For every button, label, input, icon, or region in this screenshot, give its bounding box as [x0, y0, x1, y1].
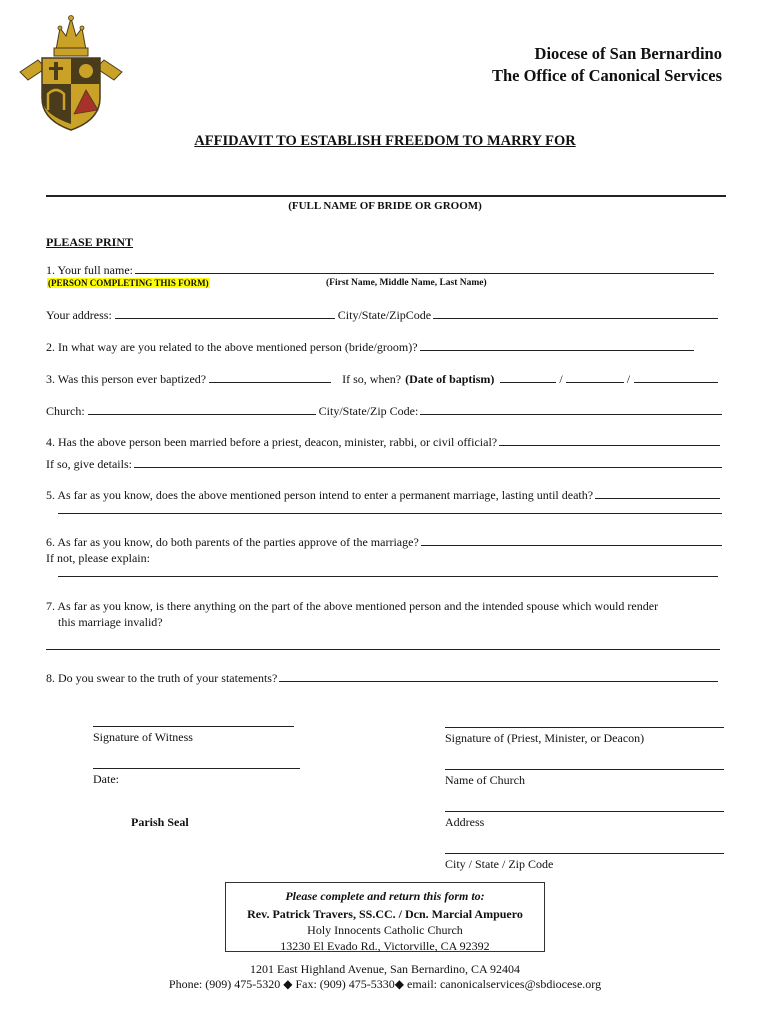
address-row — [46, 308, 718, 323]
full-name-caption: (FULL NAME OF BRIDE OR GROOM) — [288, 200, 482, 212]
church-name-line[interactable] — [445, 769, 724, 770]
q5-row — [46, 488, 720, 503]
priest-signature-label: Signature of (Priest, Minister, or Deacon) — [445, 731, 645, 745]
q6-explain-line[interactable] — [58, 576, 718, 577]
church-address-line[interactable] — [445, 811, 724, 812]
baptism-year-field[interactable] — [634, 372, 718, 383]
q3-when-label: If so, when? — [342, 372, 402, 386]
date-slash-2: / — [626, 372, 631, 386]
church-address-label: Address — [445, 815, 485, 829]
q5-label: 5. As far as you know, does the above mentioned person intend to enter a permanent marriage, lasting until death? — [46, 488, 594, 502]
q8-label: 8. Do you swear to the truth of your statements? — [46, 671, 278, 685]
q6-row — [46, 535, 722, 550]
q6-label: 6. As far as you know, do both parents of the parties approve of the marriage? — [46, 535, 419, 549]
church-city-line[interactable] — [445, 853, 724, 854]
return-heading: Please complete and return this form to: — [285, 889, 485, 903]
return-address: 13230 El Evado Rd., Victorville, CA 92392 — [280, 939, 490, 953]
bride-groom-name-line[interactable] — [46, 195, 726, 197]
church-city-state-zip-label: City / State / Zip Code — [445, 857, 554, 871]
q8-row — [46, 671, 718, 686]
q2-label: 2. In what way are you related to the above mentioned person (bride/groom)? — [46, 340, 418, 354]
address-field[interactable] — [115, 308, 335, 319]
parish-seal-label: Parish Seal — [131, 815, 189, 829]
q6-explain-label: If not, please explain: — [46, 551, 150, 565]
witness-signature-label: Signature of Witness — [93, 730, 193, 744]
q3-label: 3. Was this person ever baptized? — [46, 372, 207, 386]
q7-label-line2: this marriage invalid? — [58, 615, 163, 629]
witness-signature-line[interactable] — [93, 726, 294, 727]
return-recipients: Rev. Patrick Travers, SS.CC. / Dcn. Marcial Ampuero — [247, 907, 523, 921]
full-name-field[interactable] — [135, 263, 714, 274]
relationship-field[interactable] — [420, 340, 694, 351]
church-field[interactable] — [88, 404, 316, 415]
church-name-label: Name of Church — [445, 773, 525, 787]
please-print-label: PLEASE PRINT — [46, 235, 134, 249]
q1-label: 1. Your full name: — [46, 263, 133, 277]
q1-row — [46, 263, 714, 278]
q3-row — [46, 372, 718, 387]
q4-row — [46, 435, 720, 450]
baptism-day-field[interactable] — [566, 372, 624, 383]
date-slash-1: / — [559, 372, 563, 386]
q4-details-row — [46, 457, 722, 472]
person-completing-note: (PERSON COMPLETING THIS FORM) — [48, 278, 209, 288]
church-label: Church: — [46, 404, 85, 418]
return-church: Holy Innocents Catholic Church — [307, 923, 463, 937]
q4-label: 4. Has the above person been married before a priest, deacon, minister, rabbi, or civil official? — [46, 435, 498, 449]
footer-address: 1201 East Highland Avenue, San Bernardino, CA 92404 — [249, 962, 521, 976]
return-instructions-box — [225, 882, 545, 952]
footer-contact: Phone: (909) 475-5320 ◆ Fax: (909) 475-5330◆ email: canonicalservices@sbdiocese.org — [168, 977, 602, 991]
q5-extra-line[interactable] — [58, 513, 722, 514]
permanent-marriage-field[interactable] — [595, 488, 720, 499]
church-row — [46, 404, 722, 419]
date-label: Date: — [93, 772, 119, 786]
address-label: Your address: — [46, 308, 112, 322]
married-before-field[interactable] — [499, 435, 720, 446]
date-line[interactable] — [93, 768, 300, 769]
q7-answer-line[interactable] — [46, 649, 720, 650]
q2-row — [46, 340, 694, 355]
diocese-name: Diocese of San Bernardino — [534, 44, 722, 63]
church-city-field[interactable] — [420, 404, 722, 415]
form-title: AFFIDAVIT TO ESTABLISH FREEDOM TO MARRY FOR — [194, 133, 576, 149]
q7-label-line1: 7. As far as you know, is there anything on the part of the above mentioned person and the intended spouse which would render — [46, 599, 659, 613]
q4-details-label: If so, give details: — [46, 457, 132, 471]
priest-signature-line[interactable] — [445, 727, 724, 728]
baptism-date-label: (Date of baptism) — [405, 372, 495, 386]
parents-approve-field[interactable] — [421, 535, 722, 546]
name-format-note: (First Name, Middle Name, Last Name) — [326, 278, 487, 288]
city-state-zip-field[interactable] — [433, 308, 718, 319]
church-city-label: City/State/Zip Code: — [318, 404, 419, 418]
baptism-month-field[interactable] — [500, 372, 556, 383]
diocese-seal-logo — [16, 14, 126, 132]
marriage-details-field[interactable] — [134, 457, 722, 468]
baptized-field[interactable] — [209, 372, 331, 383]
swear-truth-field[interactable] — [279, 671, 718, 682]
city-state-zip-label: City/State/ZipCode — [337, 308, 432, 322]
office-name: The Office of Canonical Services — [491, 66, 722, 85]
